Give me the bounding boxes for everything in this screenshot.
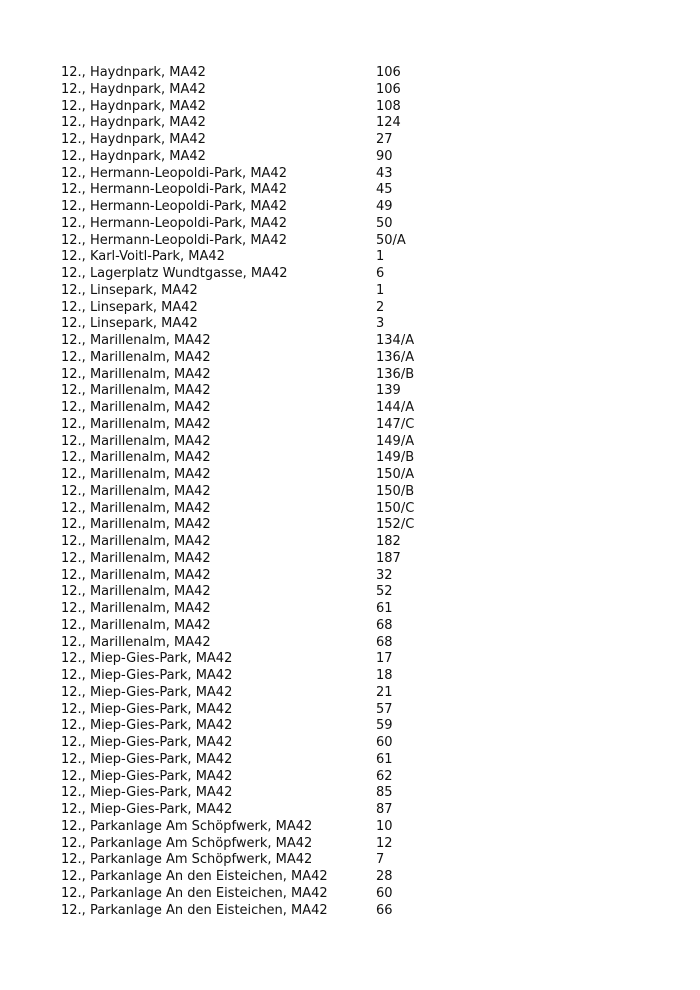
list-row (61, 467, 661, 484)
list-row (61, 484, 661, 501)
location-text: 12., Parkanlage An den Eisteichen, MA42 (61, 902, 328, 918)
list-row (61, 668, 661, 685)
number-text: 59 (376, 718, 393, 734)
list-row (61, 635, 661, 652)
number-text: 106 (376, 65, 401, 80)
list-row (61, 149, 661, 166)
location-text: 12., Miep-Gies-Park, MA42 (61, 651, 233, 667)
list-row (61, 869, 661, 886)
number-text: 28 (376, 869, 393, 884)
list-row (61, 836, 661, 853)
list-row (61, 417, 661, 434)
location-text: 12., Marillenalm, MA42 (61, 467, 211, 482)
number-text: 150/C (376, 500, 415, 516)
location-text: 12., Marillenalm, MA42 (61, 550, 211, 566)
list-row (61, 752, 661, 769)
list-row (61, 735, 661, 752)
number-text: 150/B (376, 483, 415, 499)
location-text: 12., Marillenalm, MA42 (61, 601, 211, 616)
list-row (61, 785, 661, 802)
list-row (61, 584, 661, 601)
location-text: 12., Hermann-Leopoldi-Park, MA42 (61, 232, 287, 248)
list-row (61, 450, 661, 467)
list-row (61, 886, 661, 903)
location-text: 12., Marillenalm, MA42 (61, 534, 211, 549)
number-text: 85 (376, 785, 393, 801)
location-text: 12., Linsepark, MA42 (61, 299, 198, 315)
number-text: 108 (376, 98, 401, 114)
number-text: 136/A (376, 349, 415, 365)
number-text: 149/A (376, 433, 415, 449)
list-row (61, 501, 661, 518)
number-text: 45 (376, 182, 393, 198)
number-text: 2 (376, 299, 385, 315)
number-text: 136/B (376, 366, 415, 382)
location-text: 12., Marillenalm, MA42 (61, 349, 211, 365)
location-text: 12., Marillenalm, MA42 (61, 500, 211, 516)
list-row (61, 903, 661, 920)
list-row (61, 551, 661, 568)
list-row (61, 115, 661, 132)
list-row (61, 132, 661, 149)
location-text: 12., Marillenalm, MA42 (61, 433, 211, 449)
number-text: 147/C (376, 416, 415, 432)
number-text: 1 (376, 282, 385, 298)
list-row (61, 99, 661, 116)
location-text: 12., Miep-Gies-Park, MA42 (61, 735, 233, 750)
number-text: 68 (376, 634, 393, 650)
location-text: 12., Hermann-Leopoldi-Park, MA42 (61, 199, 287, 214)
location-text: 12., Marillenalm, MA42 (61, 483, 211, 499)
list-row (61, 233, 661, 250)
number-text: 187 (376, 550, 401, 566)
number-text: 18 (376, 668, 393, 683)
number-text: 60 (376, 885, 393, 901)
list-row (61, 802, 661, 819)
number-text: 87 (376, 802, 393, 817)
list-row (61, 367, 661, 384)
list-row (61, 400, 661, 417)
number-text: 7 (376, 852, 385, 868)
list-row (61, 182, 661, 199)
location-text: 12., Lagerplatz Wundtgasse, MA42 (61, 266, 288, 281)
number-text: 12 (376, 835, 393, 851)
list-row (61, 166, 661, 183)
list-row (61, 618, 661, 635)
list-row (61, 300, 661, 317)
list-row (61, 651, 661, 668)
list-row (61, 769, 661, 786)
location-text: 12., Miep-Gies-Park, MA42 (61, 718, 233, 734)
list-row (61, 283, 661, 300)
list-row (61, 819, 661, 836)
location-text: 12., Parkanlage An den Eisteichen, MA42 (61, 885, 328, 901)
location-text: 12., Marillenalm, MA42 (61, 416, 211, 432)
location-text: 12., Haydnpark, MA42 (61, 81, 206, 97)
location-text: 12., Marillenalm, MA42 (61, 366, 211, 382)
number-text: 124 (376, 115, 401, 131)
location-text: 12., Miep-Gies-Park, MA42 (61, 684, 233, 700)
list-row (61, 350, 661, 367)
number-text: 61 (376, 751, 393, 767)
location-text: 12., Miep-Gies-Park, MA42 (61, 785, 233, 801)
number-text: 6 (376, 266, 385, 281)
number-text: 21 (376, 684, 393, 700)
number-text: 50/A (376, 232, 406, 248)
number-text: 144/A (376, 400, 415, 415)
list-row (61, 517, 661, 534)
number-text: 66 (376, 902, 393, 918)
list-row (61, 434, 661, 451)
number-text: 60 (376, 735, 393, 750)
location-text: 12., Karl-Voitl-Park, MA42 (61, 249, 225, 265)
number-text: 50 (376, 215, 393, 231)
location-text: 12., Parkanlage Am Schöpfwerk, MA42 (61, 852, 313, 868)
location-text: 12., Haydnpark, MA42 (61, 65, 206, 80)
location-number-list (61, 65, 661, 919)
list-row (61, 534, 661, 551)
list-row (61, 601, 661, 618)
location-text: 12., Linsepark, MA42 (61, 316, 198, 332)
location-text: 12., Marillenalm, MA42 (61, 584, 211, 600)
location-text: 12., Parkanlage Am Schöpfwerk, MA42 (61, 835, 313, 851)
list-row (61, 249, 661, 266)
location-text: 12., Marillenalm, MA42 (61, 383, 211, 399)
number-text: 134/A (376, 333, 415, 348)
location-text: 12., Miep-Gies-Park, MA42 (61, 768, 233, 784)
number-text: 90 (376, 148, 393, 164)
location-text: 12., Marillenalm, MA42 (61, 617, 211, 633)
list-row (61, 383, 661, 400)
location-text: 12., Miep-Gies-Park, MA42 (61, 668, 233, 683)
list-row (61, 199, 661, 216)
number-text: 52 (376, 584, 393, 600)
location-text: 12., Linsepark, MA42 (61, 282, 198, 298)
number-text: 150/A (376, 467, 415, 482)
list-row (61, 266, 661, 283)
location-text: 12., Marillenalm, MA42 (61, 517, 211, 533)
number-text: 32 (376, 567, 393, 583)
list-row (61, 685, 661, 702)
location-text: 12., Marillenalm, MA42 (61, 333, 211, 348)
location-text: 12., Haydnpark, MA42 (61, 132, 206, 147)
location-text: 12., Miep-Gies-Park, MA42 (61, 751, 233, 767)
number-text: 152/C (376, 517, 415, 533)
number-text: 62 (376, 768, 393, 784)
number-text: 61 (376, 601, 393, 616)
number-text: 139 (376, 383, 401, 399)
location-text: 12., Parkanlage An den Eisteichen, MA42 (61, 869, 328, 884)
list-row (61, 316, 661, 333)
location-text: 12., Marillenalm, MA42 (61, 400, 211, 415)
list-row (61, 852, 661, 869)
location-text: 12., Parkanlage Am Schöpfwerk, MA42 (61, 818, 313, 834)
list-row (61, 568, 661, 585)
list-row (61, 216, 661, 233)
location-text: 12., Haydnpark, MA42 (61, 148, 206, 164)
list-row (61, 82, 661, 99)
number-text: 1 (376, 249, 385, 265)
number-text: 106 (376, 81, 401, 97)
number-text: 10 (376, 818, 393, 834)
number-text: 68 (376, 617, 393, 633)
number-text: 17 (376, 651, 393, 667)
number-text: 27 (376, 132, 393, 147)
list-row (61, 702, 661, 719)
location-text: 12., Miep-Gies-Park, MA42 (61, 701, 233, 717)
location-text: 12., Haydnpark, MA42 (61, 98, 206, 114)
location-text: 12., Miep-Gies-Park, MA42 (61, 802, 233, 817)
list-row (61, 718, 661, 735)
location-text: 12., Hermann-Leopoldi-Park, MA42 (61, 182, 287, 198)
number-text: 182 (376, 534, 401, 549)
number-text: 43 (376, 165, 393, 181)
number-text: 149/B (376, 450, 415, 466)
location-text: 12., Hermann-Leopoldi-Park, MA42 (61, 165, 287, 181)
location-text: 12., Marillenalm, MA42 (61, 567, 211, 583)
list-row (61, 333, 661, 350)
location-text: 12., Haydnpark, MA42 (61, 115, 206, 131)
number-text: 3 (376, 316, 385, 332)
location-text: 12., Marillenalm, MA42 (61, 450, 211, 466)
location-text: 12., Marillenalm, MA42 (61, 634, 211, 650)
number-text: 57 (376, 701, 393, 717)
location-text: 12., Hermann-Leopoldi-Park, MA42 (61, 215, 287, 231)
list-row (61, 65, 661, 82)
number-text: 49 (376, 199, 393, 214)
